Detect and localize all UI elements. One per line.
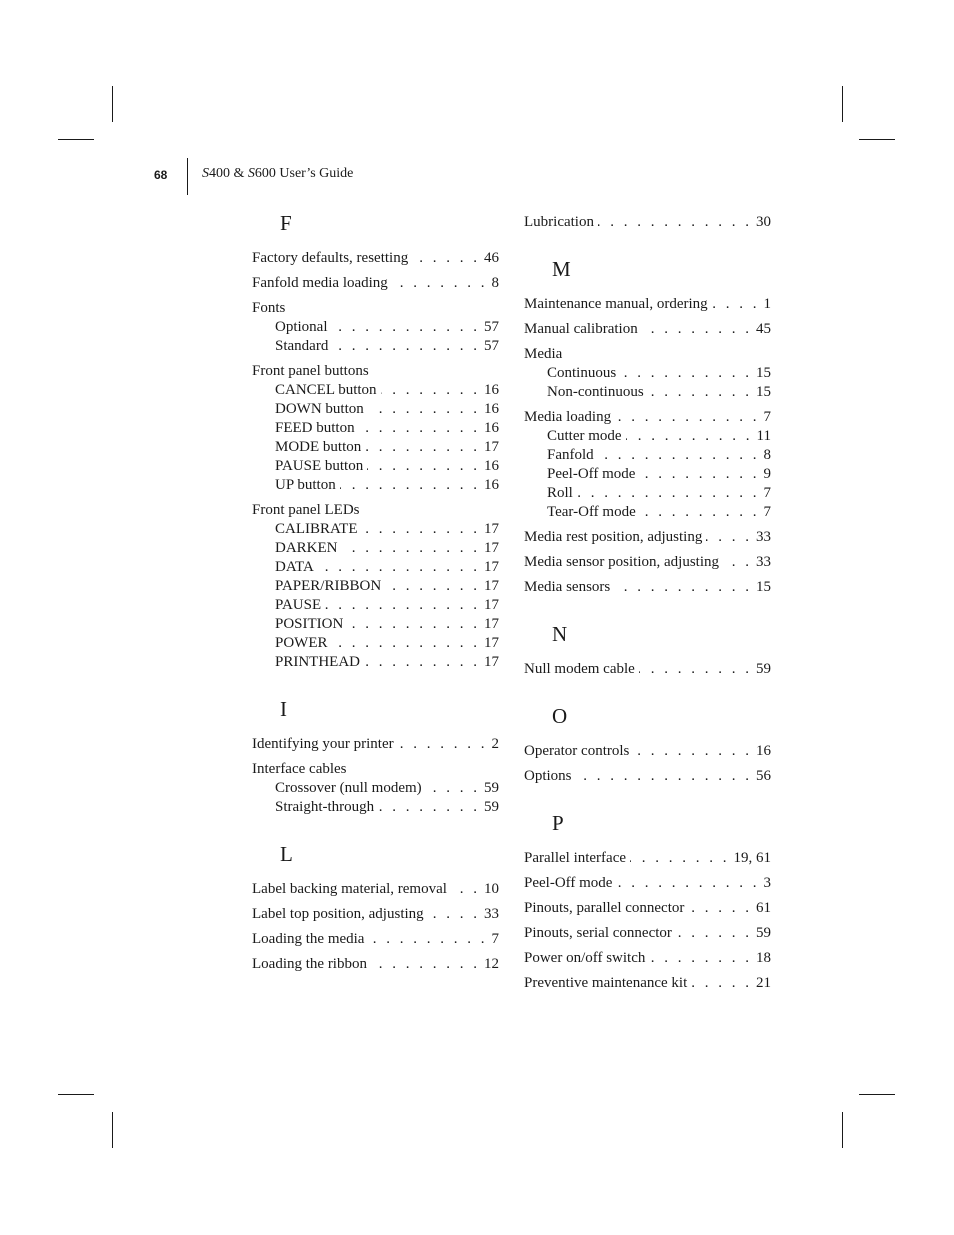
index-subentry (252, 474, 499, 496)
index-entry-row (524, 947, 771, 969)
index-entry-row (252, 733, 499, 755)
index-entry (524, 576, 771, 598)
section-letter: M (552, 257, 571, 281)
entry-label: Straight-through (275, 799, 375, 815)
index-entry (524, 847, 771, 869)
dot-leader (576, 765, 752, 787)
index-entry (524, 740, 771, 762)
dot-leader (630, 847, 729, 869)
dot-leader (332, 335, 480, 357)
index-subentry (252, 796, 499, 818)
entry-label: Fanfold media loading (252, 275, 388, 291)
index-entry-row (252, 903, 499, 925)
entry-label: Operator controls (524, 743, 630, 759)
index-entry-row (252, 272, 499, 294)
index-entry-row (524, 847, 771, 869)
entry-label: Optional (275, 319, 328, 335)
index-entry (252, 272, 499, 294)
index-entry (524, 293, 771, 315)
index-entry (524, 526, 771, 548)
dot-leader (428, 903, 480, 925)
index-entry (252, 360, 499, 496)
crop-mark (112, 1112, 113, 1148)
index-entry-row (524, 318, 771, 340)
dot-leader (614, 576, 752, 598)
index-entry (524, 922, 771, 944)
header-divider (187, 158, 188, 195)
page-reference: 7 (491, 931, 499, 947)
dot-leader (633, 740, 752, 762)
entry-label: Peel-Off mode (524, 875, 613, 891)
dot-leader (706, 526, 752, 548)
dot-leader (639, 658, 752, 680)
dot-leader (723, 551, 752, 573)
index-entry-row (524, 922, 771, 944)
entry-label: PAUSE button (275, 458, 364, 474)
entry-label: FEED button (275, 420, 355, 436)
crop-mark (58, 139, 94, 140)
crop-mark (842, 86, 843, 122)
page-reference: 16 (756, 743, 771, 759)
index-entry (252, 878, 499, 900)
index-entry (524, 972, 771, 994)
page-reference: 15 (756, 384, 771, 400)
index-section (524, 704, 771, 787)
index-entry (524, 765, 771, 787)
index-subentry (252, 335, 499, 357)
entry-label: Media sensor position, adjusting (524, 554, 719, 570)
index-entry (524, 318, 771, 340)
entry-label: Label backing material, removal (252, 881, 447, 897)
model-text: 600 User’s Guide (254, 166, 354, 181)
index-entry-row (524, 211, 771, 233)
entry-label: Roll (547, 485, 573, 501)
entry-label: Options (524, 768, 572, 784)
entry-label: Front panel buttons (252, 363, 369, 379)
page-reference: 3 (763, 875, 771, 891)
entry-label: POSITION (275, 616, 344, 632)
entry-label: Media (524, 346, 563, 362)
dot-leader (340, 474, 480, 496)
entry-label: DARKEN (275, 540, 338, 556)
index-entry (524, 947, 771, 969)
page-reference: 15 (756, 579, 771, 595)
index-entry (252, 928, 499, 950)
page-reference: 59 (484, 780, 499, 796)
entry-label: Front panel LEDs (252, 502, 360, 518)
entry-label: PRINTHEAD (275, 654, 360, 670)
index-section (524, 257, 771, 598)
index-section (252, 211, 499, 673)
index-section (252, 697, 499, 818)
index-entry-row (524, 872, 771, 894)
page-reference: 8 (491, 275, 499, 291)
page-reference: 9 (763, 466, 771, 482)
entry-label: Manual calibration (524, 321, 638, 337)
index-entry (252, 733, 499, 755)
page-reference: 59 (484, 799, 499, 815)
index-entry-row (524, 576, 771, 598)
dot-leader (371, 953, 480, 975)
entry-label: MODE button (275, 439, 362, 455)
page-reference: 33 (756, 529, 771, 545)
dot-leader (368, 928, 487, 950)
model-text: 400 & (209, 166, 248, 181)
page-reference: 1 (763, 296, 771, 312)
entry-label: Media sensors (524, 579, 611, 595)
entry-label: POWER (275, 635, 328, 651)
index-entry (252, 499, 499, 673)
entry-label: Interface cables (252, 761, 347, 777)
section-letter: P (552, 811, 564, 835)
index-subentry (524, 501, 771, 523)
dot-leader (378, 796, 480, 818)
page-reference: 59 (756, 925, 771, 941)
index-section (524, 211, 771, 233)
index-entry (252, 297, 499, 357)
index-section (524, 622, 771, 680)
index-subentry (252, 651, 499, 673)
page-reference: 17 (484, 439, 499, 455)
entry-label: CALIBRATE (275, 521, 358, 537)
index-entry (252, 758, 499, 818)
page-reference: 12 (484, 956, 499, 972)
entry-label: Loading the ribbon (252, 956, 367, 972)
dot-leader (649, 947, 752, 969)
page-reference: 17 (484, 597, 499, 613)
index-entry-row (524, 897, 771, 919)
page-reference: 7 (763, 504, 771, 520)
index-subentry (524, 381, 771, 403)
dot-leader (616, 872, 759, 894)
page-number: 68 (154, 168, 168, 182)
page-reference: 17 (484, 559, 499, 575)
page-reference: 18 (756, 950, 771, 966)
index-entry-row (524, 765, 771, 787)
crop-mark (842, 1112, 843, 1148)
page-reference: 16 (484, 382, 499, 398)
dot-leader (398, 733, 488, 755)
crop-mark (859, 1094, 895, 1095)
entry-label: Pinouts, serial connector (524, 925, 672, 941)
index-entry (524, 406, 771, 523)
dot-leader (712, 293, 760, 315)
dot-leader (688, 897, 752, 919)
index-entry-row (524, 972, 771, 994)
page-reference: 45 (756, 321, 771, 337)
entry-label: Standard (275, 338, 329, 354)
entry-label: Fanfold (547, 447, 594, 463)
entry-label: Factory defaults, resetting (252, 250, 409, 266)
page-reference: 57 (484, 319, 499, 335)
page-reference: 56 (756, 768, 771, 784)
page-reference: 8 (763, 447, 771, 463)
entry-label: UP button (275, 477, 336, 493)
page-reference: 11 (756, 428, 771, 444)
entry-label: Cutter mode (547, 428, 622, 444)
page-reference: 57 (484, 338, 499, 354)
index-section (252, 842, 499, 975)
page-reference: 16 (484, 420, 499, 436)
section-letter: F (280, 211, 292, 235)
entry-label: Null modem cable (524, 661, 635, 677)
dot-leader (676, 922, 752, 944)
page-reference: 17 (484, 578, 499, 594)
entry-label: Non-continuous (547, 384, 644, 400)
page-reference: 33 (484, 906, 499, 922)
page-reference: 7 (763, 409, 771, 425)
page-reference: 21 (756, 975, 771, 991)
page-reference: 16 (484, 401, 499, 417)
dot-leader (648, 381, 752, 403)
index-section (524, 811, 771, 994)
section-letter: I (280, 697, 287, 721)
page-reference: 16 (484, 458, 499, 474)
page-reference: 16 (484, 477, 499, 493)
page-reference: 61 (756, 900, 771, 916)
index-entry (252, 247, 499, 269)
index-entry-row (524, 740, 771, 762)
entry-label: Identifying your printer (252, 736, 394, 752)
crop-mark (859, 139, 895, 140)
index-entry (524, 872, 771, 894)
page-reference: 2 (491, 736, 499, 752)
page-reference: 17 (484, 616, 499, 632)
index-entry-row (252, 953, 499, 975)
dot-leader (640, 501, 760, 523)
entry-label: Fonts (252, 300, 286, 316)
page-reference: 10 (484, 881, 499, 897)
index-column-right (524, 211, 771, 997)
entry-label: CANCEL button (275, 382, 377, 398)
page-reference: 59 (756, 661, 771, 677)
index-entry (252, 953, 499, 975)
page-reference: 17 (484, 654, 499, 670)
dot-leader (451, 878, 480, 900)
page-reference: 19, 61 (733, 850, 771, 866)
section-letter: O (552, 704, 568, 728)
index-entry-row (252, 247, 499, 269)
entry-label: DATA (275, 559, 314, 575)
entry-label: Lubrication (524, 214, 594, 230)
entry-label: Preventive maintenance kit (524, 975, 688, 991)
model-prefix: S (247, 166, 255, 181)
page-reference: 46 (484, 250, 499, 266)
dot-leader (691, 972, 752, 994)
entry-label: Media loading (524, 409, 612, 425)
entry-label: Crossover (null modem) (275, 780, 422, 796)
entry-label: DOWN button (275, 401, 364, 417)
crop-mark (58, 1094, 94, 1095)
index-entry-row (524, 658, 771, 680)
index-entry-row (524, 526, 771, 548)
index-entry (252, 903, 499, 925)
entry-label: Media rest position, adjusting (524, 529, 703, 545)
index-entry (524, 658, 771, 680)
index-entry-row (524, 551, 771, 573)
page-reference: 17 (484, 540, 499, 556)
section-letter: L (280, 842, 293, 866)
index-entry-row (252, 878, 499, 900)
entry-label: Label top position, adjusting (252, 906, 424, 922)
page-reference: 17 (484, 521, 499, 537)
dot-leader (364, 651, 480, 673)
entry-label: PAUSE (275, 597, 322, 613)
page-reference: 15 (756, 365, 771, 381)
crop-mark (112, 86, 113, 122)
entry-label: PAPER/RIBBON (275, 578, 382, 594)
dot-leader (412, 247, 480, 269)
entry-label: Continuous (547, 365, 617, 381)
index-entry (524, 551, 771, 573)
entry-label: Pinouts, parallel connector (524, 900, 685, 916)
page-reference: 7 (763, 485, 771, 501)
running-title (202, 166, 353, 182)
entry-label: Power on/off switch (524, 950, 646, 966)
index-column-left (252, 211, 499, 978)
index-entry (524, 343, 771, 403)
section-letter: N (552, 622, 568, 646)
entry-label: Loading the media (252, 931, 365, 947)
index-entry (524, 211, 771, 233)
dot-leader (642, 318, 752, 340)
entry-label: Parallel interface (524, 850, 627, 866)
entry-label: Maintenance manual, ordering (524, 296, 708, 312)
page-reference: 30 (756, 214, 771, 230)
entry-label: Tear-Off mode (547, 504, 636, 520)
dot-leader (392, 272, 488, 294)
page-reference: 33 (756, 554, 771, 570)
dot-leader (598, 211, 752, 233)
entry-label: Peel-Off mode (547, 466, 636, 482)
index-entry (524, 897, 771, 919)
index-entry-row (524, 293, 771, 315)
model-prefix: S (202, 166, 209, 181)
index-entry-row (252, 928, 499, 950)
page-reference: 17 (484, 635, 499, 651)
